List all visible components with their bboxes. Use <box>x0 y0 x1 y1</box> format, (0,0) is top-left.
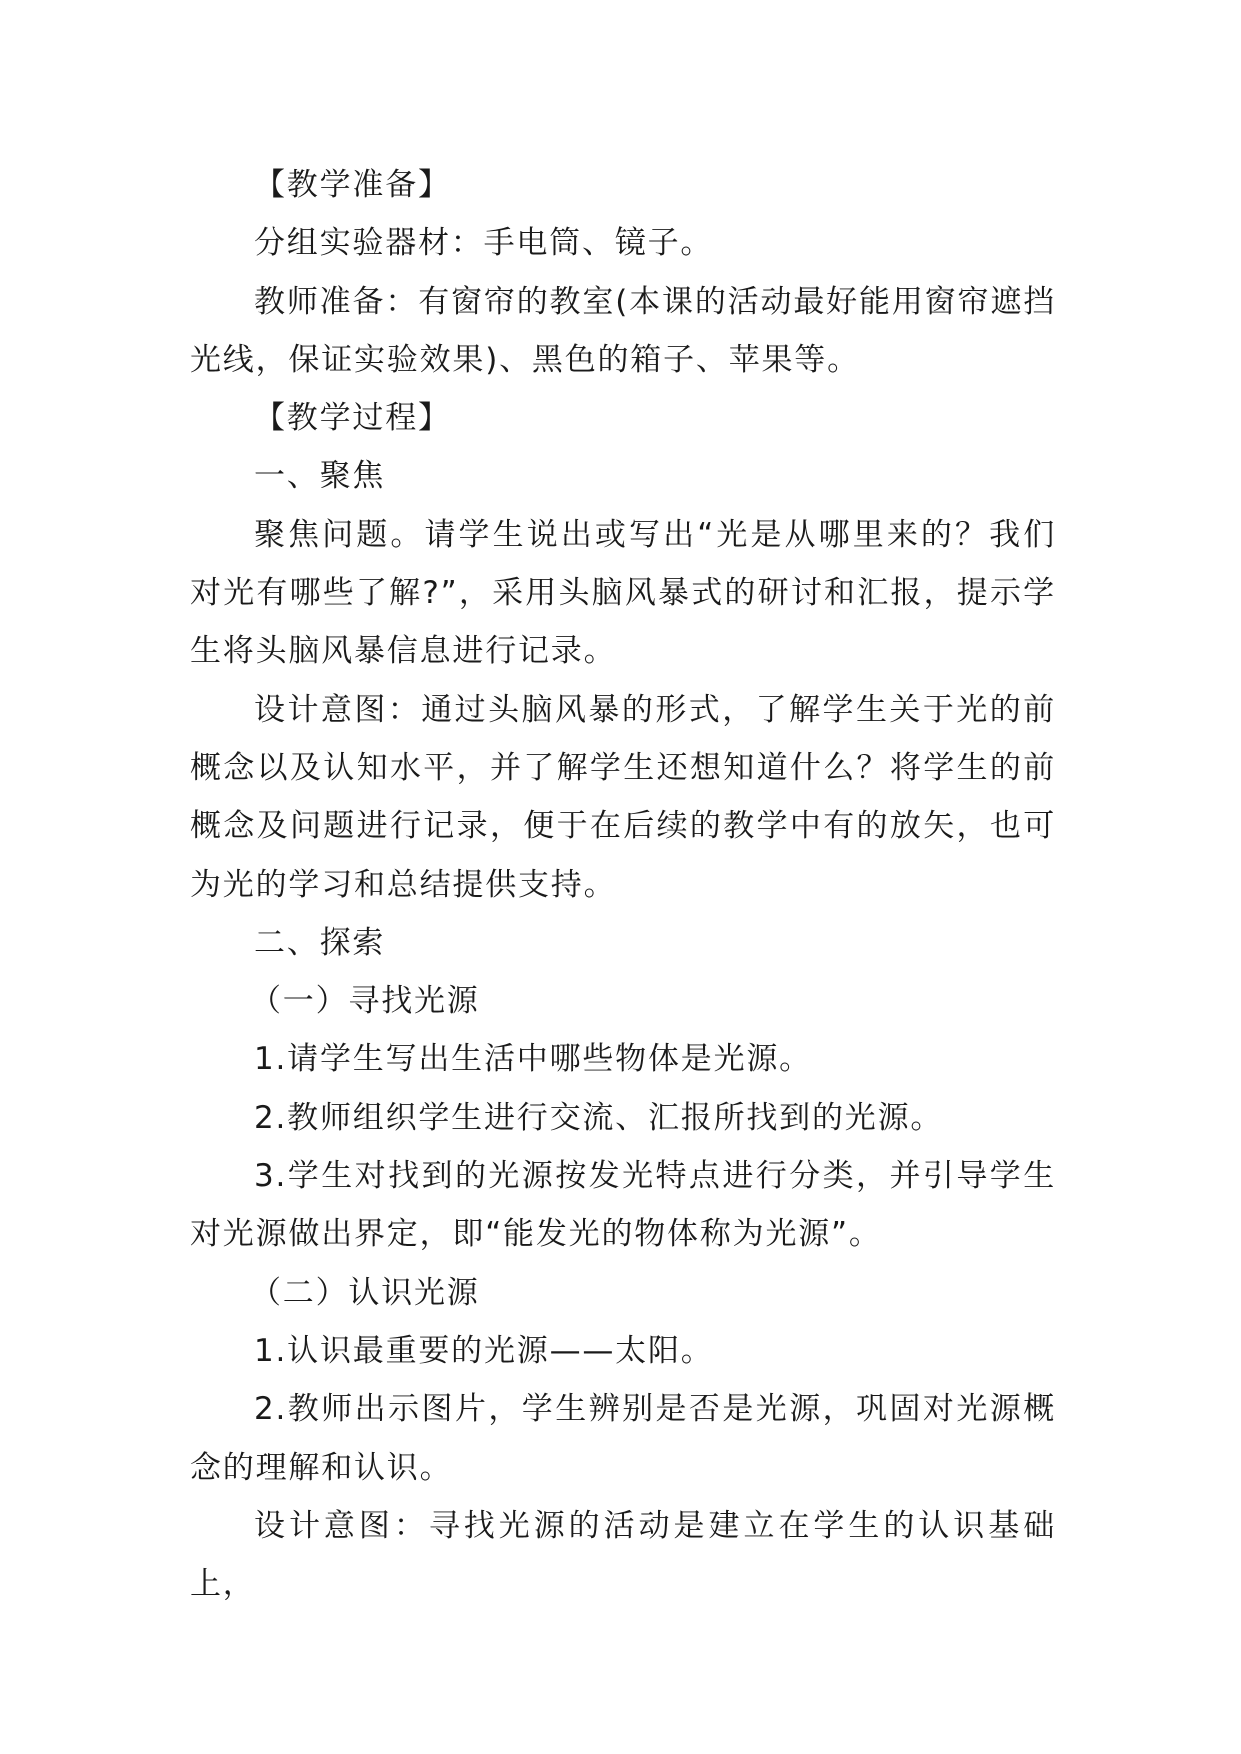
section-heading-explore: 二、探索 <box>254 924 386 961</box>
list-item-3: 3.学生对找到的光源按发光特点进行分类，并引导学生对光源做出界定，即“能发光的物体称为光源”。 <box>190 1158 1056 1253</box>
paragraph-group-equipment: 分组实验器材：手电筒、镜子。 <box>254 225 714 262</box>
document-body <box>190 156 1056 1613</box>
section-heading-teaching-process: 【教学过程】 <box>254 400 451 437</box>
paragraph-design-intent-1: 设计意图：通过头脑风暴的形式，了解学生关于光的前概念以及认知水平，并了解学生还想知道什么？将学生的前概念及问题进行记录，便于在后续的教学中有的放矢，也可为光的学习和总结提供支持。 <box>190 691 1056 903</box>
subheading-know-light-source: （二）认识光源 <box>250 1274 480 1311</box>
list-item-2: 2.教师组织学生进行交流、汇报所找到的光源。 <box>254 1099 944 1136</box>
paragraph-teacher-preparation: 教师准备：有窗帘的教室(本课的活动最好能用窗帘遮挡光线，保证实验效果)、黑色的箱子、苹果等。 <box>190 283 1056 378</box>
paragraph-focus-question: 聚焦问题。请学生说出或写出“光是从哪里来的？我们对光有哪些了解?”，采用头脑风暴式的研讨和汇报，提示学生将头脑风暴信息进行记录。 <box>190 516 1056 670</box>
list-item-1: 1.请学生写出生活中哪些物体是光源。 <box>254 1041 812 1078</box>
section-heading-teaching-preparation: 【教学准备】 <box>254 167 451 203</box>
list-item-pictures: 2.教师出示图片，学生辨别是否是光源，巩固对光源概念的理解和认识。 <box>190 1391 1056 1486</box>
paragraph-design-intent-2: 设计意图：寻找光源的活动是建立在学生的认识基础上， <box>190 1507 1056 1603</box>
section-heading-focus: 一、聚焦 <box>254 458 386 495</box>
list-item-sun: 1.认识最重要的光源——太阳。 <box>254 1332 714 1369</box>
subheading-find-light-source: （一）寻找光源 <box>250 983 480 1020</box>
